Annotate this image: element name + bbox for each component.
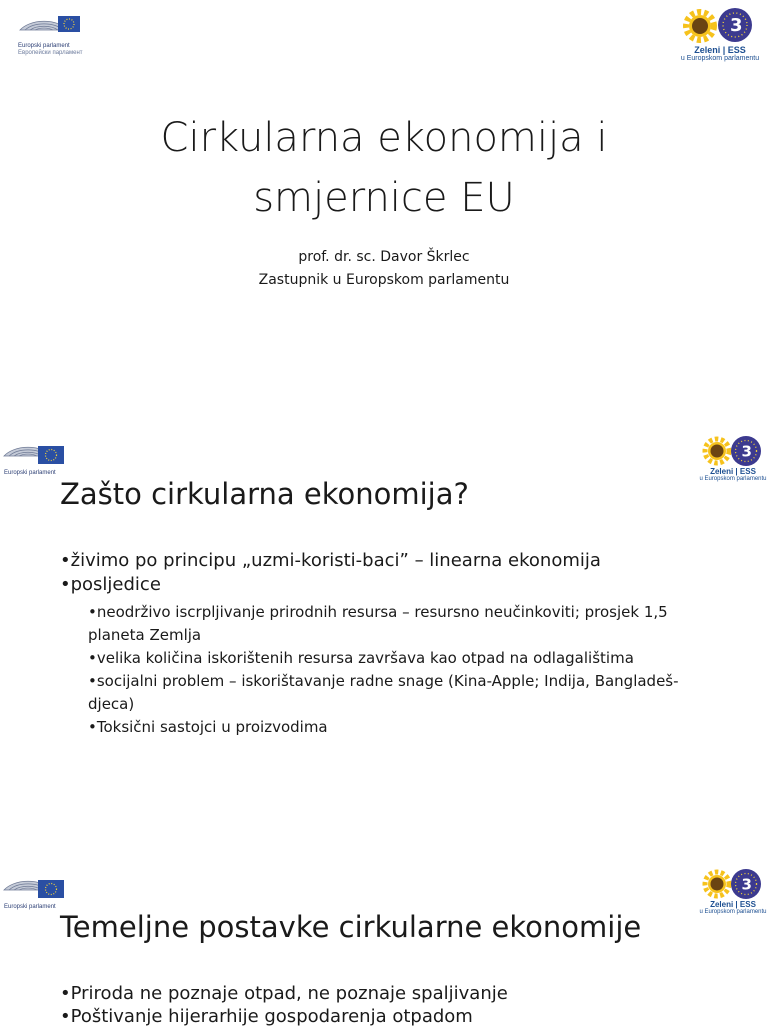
bullet-nature-no-waste: •Priroda ne poznaje otpad, ne poznaje spaljivanje (60, 983, 508, 1004)
greens-efa-logo (700, 433, 768, 493)
greens-caption (698, 900, 768, 915)
ep-caption-line2: Европейски парламент (18, 50, 83, 56)
slide-2-title: Zašto cirkularna ekonomija? (60, 477, 469, 511)
greens-caption-text: u Europskom parlamentu (680, 55, 760, 62)
ep-caption: Europski parlament (4, 470, 56, 476)
title-line-1: Cirkularna ekonomija i (160, 115, 608, 161)
greens-caption (698, 467, 768, 482)
author-role: Zastupnik u Europskom parlamentu (258, 272, 510, 288)
title-line-2: smjernice EU (253, 175, 515, 221)
slide-3-title: Temeljne postavke cirkularne ekonomije (60, 910, 642, 944)
ep-caption (18, 43, 83, 57)
greens-caption-text: u Europskom parlamentu (699, 909, 767, 915)
sub-bullet-waste: •velika količina iskorištenih resursa završava kao otpad na odlagalištima (88, 649, 634, 667)
sub-bullet-social: •socijalni problem – iskorištavanje radne snage (Kina-Apple; Indija, Bangladeš-djeca) (88, 672, 679, 713)
greens-name: Zeleni | ESS (710, 467, 756, 476)
slide-1-title (0, 108, 768, 228)
svg-text:3: 3 (730, 15, 743, 36)
sub-bullet-resources: •neodrživo iscrpljivanje prirodnih resursa – resursno neučinkoviti; prosjek 1,5 planeta Zemlja (88, 603, 668, 644)
author-name: prof. dr. sc. Davor Škrlec (298, 249, 470, 265)
bullet-linear-economy: •živimo po principu „uzmi-koristi-baci” – linearna ekonomija (60, 550, 601, 571)
sub-bullet-toxic: •Toksični sastojci u proizvodima (88, 718, 328, 736)
ep-caption: Europski parlament (4, 904, 56, 910)
slide-2 (0, 425, 768, 845)
svg-text:3: 3 (741, 875, 752, 894)
slide-1 (0, 0, 768, 420)
greens-name: Zeleni | ESS (710, 900, 756, 909)
bullet-consequences: •posljedice (60, 574, 161, 595)
greens-caption-text: u Europskom parlamentu (699, 476, 767, 482)
greens-caption (680, 45, 760, 62)
svg-text:3: 3 (741, 442, 752, 461)
greens-name: Zeleni | ESS (694, 45, 746, 55)
bullet-waste-hierarchy: •Poštivanje hijerarhije gospodarenja otpadom (60, 1006, 473, 1027)
greens-efa-logo (700, 866, 768, 926)
slide-3 (0, 850, 768, 1027)
ep-caption-line1: Europski parlament (18, 43, 70, 49)
